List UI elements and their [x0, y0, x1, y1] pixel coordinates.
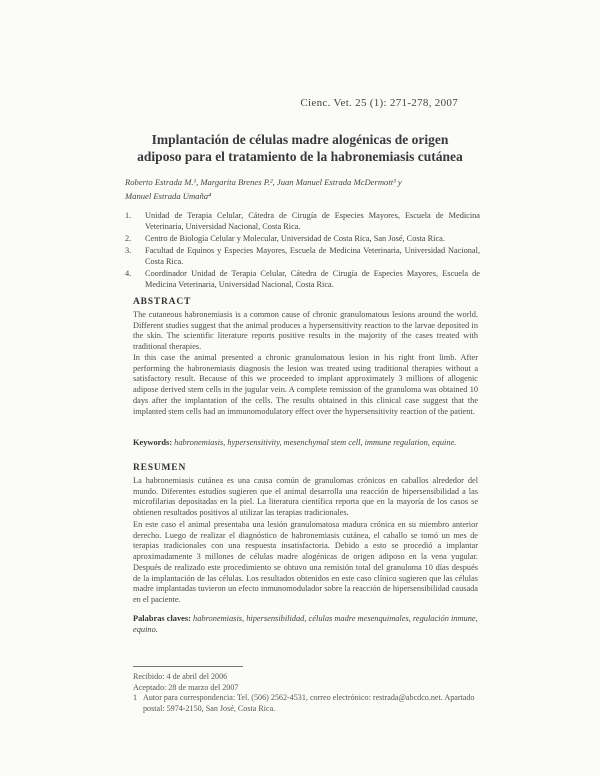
- affiliation-text: Coordinador Unidad de Terapia Celular, Cátedra de Cirugía de Especies Mayores, Escuela de Medicina Veterinaria, Universidad Nacional, Costa Rica.: [145, 269, 480, 289]
- title-line-1: Implantación de células madre alogénicas de origen: [151, 132, 449, 147]
- palabras-label: Palabras claves:: [133, 614, 191, 623]
- affiliation-number: 3.: [125, 246, 132, 255]
- resumen-paragraph-2: En este caso el animal presentaba una lesión granulomatosa madura crónica en su miembro anterior derecho. Luego de realizar el diagnóstico de habronemiasis cutánea, el caballo se tomó un mes de terapias tradicionales con una respuesta insatisfactoria. Debido a esto se procedió a implantar aproximadamente 3 millones de células madre alogénicas de origen adiposo en la vena yugular. Después de realizado este procedimiento se obtuvo una remisión total del granuloma 10 días después de la implantación de las células. Los resultados obtenidos en este caso clínico sugieren que las células madre implantadas tuvieron un efecto inmunomodulador sobre la reacción de hipersensibilidad causada en el paciente.: [133, 520, 478, 604]
- title-line-2: adiposo para el tratamiento de la habronemiasis cutánea: [137, 149, 463, 164]
- footnote-accepted: Aceptado: 28 de marzo del 2007: [133, 682, 239, 692]
- author-list: [125, 175, 480, 203]
- keywords: [133, 437, 478, 448]
- abstract-paragraph-1: The cutaneous habronemiasis is a common cause of chronic granulomatous lesions around the world. Different studies suggest that the animal produces a hypersensitivity reaction to the larvae deposited in the skin. The scientific literature reports positive results in the majority of the cases treated with traditional therapies.: [133, 310, 478, 352]
- affiliation-item: [125, 210, 480, 232]
- keywords-label: Keywords:: [133, 438, 173, 447]
- authors-line-1: Roberto Estrada M.¹, Margarita Brenes P.², Juan Manuel Estrada McDermott³ y: [125, 177, 402, 187]
- abstract-heading: ABSTRACT: [133, 297, 192, 307]
- keywords-text: habronemiasis, hypersensitivity, mesenchymal stem cell, immune regulation, equine.: [174, 438, 457, 447]
- article-title: [130, 131, 470, 165]
- palabras-claves: [133, 613, 478, 635]
- affiliation-text: Unidad de Terapia Celular, Cátedra de Cirugía de Especies Mayores, Escuela de Medicina Veterinaria, Universidad Nacional, Costa Rica.: [145, 211, 480, 231]
- footnote-number: 1: [133, 693, 138, 702]
- abstract-paragraph-2: In this case the animal presented a chronic granulomatous lesion in his right front limb. After performing the habronemiasis diagnosis the lesion was treated using traditional therapies without a satisfactory result. Because of this we proceeded to implant approximately 3 millions of allogenic adipose derived stem cells in the jugular vein. A complete remission of the granuloma was obtained 10 days after the implantation of the cells. The results obtained in this clinical case suggest that the implanted stem cells had an immunomodulatory effect over the hypersensitivity reaction of the patient.: [133, 353, 478, 416]
- footnote-correspondence-text: Autor para correspondencia: Tel. (506) 2562-4531, correo electrónico: restrada@abcdco.net. Apartado postal: 5974-2150, San José, Costa Rica.: [143, 693, 475, 713]
- palabras-text: habronemiasis, hipersensibilidad, células madre mesenquimales, regulación inmune, equino.: [133, 614, 478, 634]
- journal-reference: Cienc. Vet. 25 (1): 271-278, 2007: [300, 97, 458, 109]
- affiliations: [125, 210, 480, 291]
- footnote-correspondence: [133, 693, 478, 714]
- resumen-paragraph-1: La habronemiasis cutánea es una causa común de granulomas crónicos en caballos alrededor del mundo. Diferentes estudios sugieren que el animal desarrolla una reacción de hipersensibilidad a las microfilarias depositadas en la piel. La literatura científica reporta que en la mayoría de los casos se obtienen resultados positivos al utilizar las terapias tradicionales.: [133, 476, 478, 518]
- footnote-received: Recibido: 4 de abril del 2006: [133, 672, 228, 681]
- authors-line-2: Manuel Estrada Umaña⁴: [125, 191, 212, 201]
- affiliation-item: [125, 233, 480, 244]
- affiliation-text: Centro de Biología Celular y Molecular, Universidad de Costa Rica, San José, Costa Rica.: [145, 234, 445, 243]
- resumen-heading: RESUMEN: [133, 463, 187, 473]
- affiliation-number: 4.: [125, 269, 132, 278]
- affiliation-text: Facultad de Equinos y Especies Mayores, Escuela de Medicina Veterinaria, Universidad Nacional, Costa Rica.: [145, 246, 480, 266]
- affiliation-number: 1.: [125, 211, 132, 220]
- affiliation-item: [125, 245, 480, 267]
- footnote-divider: [133, 666, 243, 667]
- affiliation-number: 2.: [125, 234, 132, 243]
- footnotes: [133, 672, 478, 714]
- affiliation-item: [125, 268, 480, 290]
